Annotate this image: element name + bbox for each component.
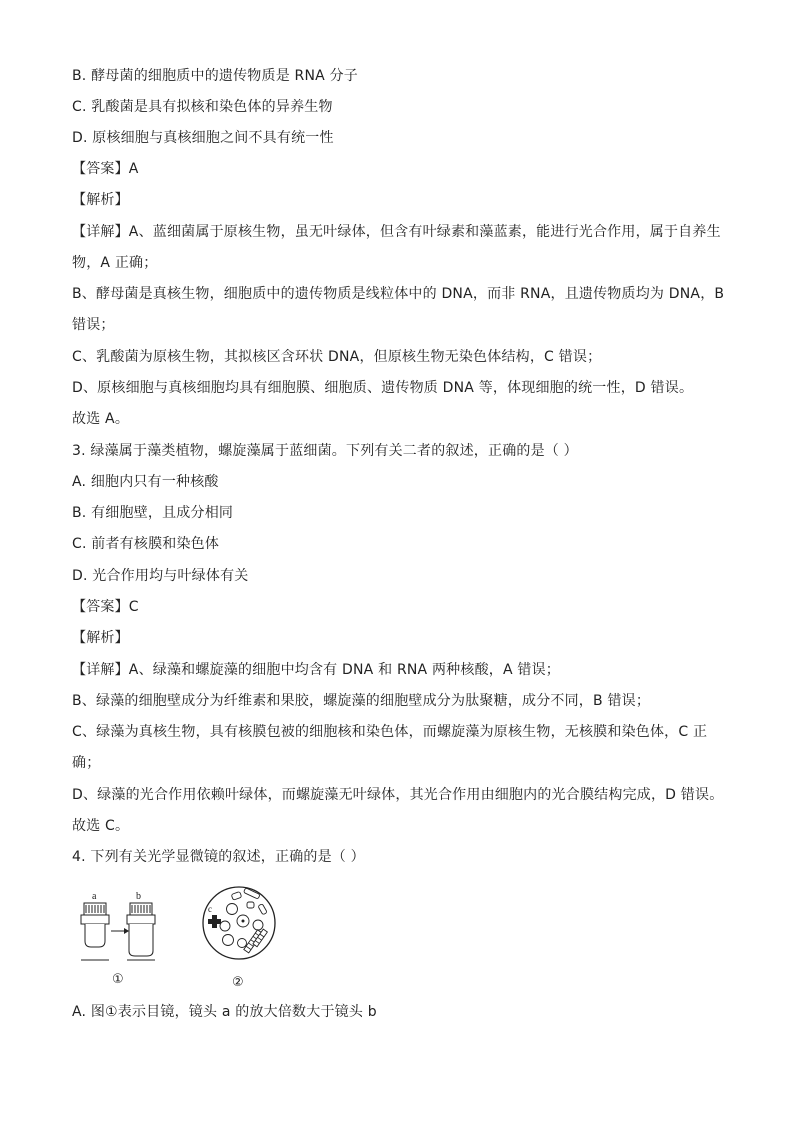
explanation-line: B、酵母菌是真核生物，细胞质中的遗传物质是线粒体中的 DNA，而非 RNA，且遗传物质均为 DNA，B (72, 286, 725, 302)
explanation-line: C、绿藻为真核生物，具有核膜包被的细胞核和染色体，而螺旋藻为原核生物，无核膜和染色体，C 正 (72, 724, 708, 740)
analysis-heading: 【解析】 (72, 192, 129, 208)
lens-b-icon (127, 903, 155, 960)
explanation-line: C、乳酸菌为原核生物，其拟核区含环状 DNA，但原核生物无染色体结构，C 错误； (72, 349, 602, 365)
conclusion-line: 故选 C。 (72, 818, 130, 834)
label-b: b (136, 891, 141, 902)
option-b-line: B. 酵母菌的细胞质中的遗传物质是 RNA 分子 (72, 68, 358, 84)
microscope-figure-svg (72, 855, 302, 995)
microscope-figure (72, 855, 302, 995)
explanation-line: 【详解】A、蓝细菌属于原核生物，虽无叶绿体，但含有叶绿素和藻蓝素，能进行光合作用，属于自养生 (72, 224, 721, 240)
option-d-line: D. 原核细胞与真核细胞之间不具有统一性 (72, 130, 334, 146)
explanation-line: 【详解】A、绿藻和螺旋藻的细胞中均含有 DNA 和 RNA 两种核酸，A 错误； (72, 662, 561, 678)
conclusion-line: 故选 A。 (72, 411, 130, 427)
question-4-option-a: A. 图①表示目镜，镜头 a 的放大倍数大于镜头 b (72, 1004, 377, 1020)
question-3-option-d: D. 光合作用均与叶绿体有关 (72, 568, 249, 584)
question-3-option-c: C. 前者有核膜和染色体 (72, 536, 220, 552)
answer-line: 【答案】A (72, 161, 139, 177)
explanation-line: 确； (72, 755, 101, 771)
field-of-view-icon (203, 887, 275, 959)
question-4-stem: 4. 下列有关光学显微镜的叙述，正确的是（ ） (72, 849, 365, 865)
option-c-line: C. 乳酸菌是具有拟核和染色体的异养生物 (72, 99, 333, 115)
caption-2: ② (232, 975, 244, 990)
label-c: c (208, 904, 212, 914)
answer-line: 【答案】C (72, 599, 139, 615)
question-3-stem: 3. 绿藻属于藻类植物，螺旋藻属于蓝细菌。下列有关二者的叙述，正确的是（ ） (72, 443, 578, 459)
label-a: a (92, 891, 97, 902)
explanation-line: D、绿藻的光合作用依赖叶绿体，而螺旋藻无叶绿体，其光合作用由细胞内的光合膜结构完成，D 错误。 (72, 787, 724, 803)
explanation-line: 物，A 正确； (72, 255, 158, 271)
analysis-heading: 【解析】 (72, 630, 129, 646)
lens-a-icon (81, 903, 109, 960)
caption-1: ① (112, 972, 124, 987)
explanation-line: D、原核细胞与真核细胞均具有细胞膜、细胞质、遗传物质 DNA 等，体现细胞的统一性，D 错误。 (72, 380, 694, 396)
arrow-icon (111, 928, 129, 934)
question-3-option-a: A. 细胞内只有一种核酸 (72, 474, 219, 490)
explanation-line: B、绿藻的细胞壁成分为纤维素和果胶，螺旋藻的细胞壁成分为肽聚糖，成分不同，B 错误； (72, 693, 651, 709)
explanation-line: 错误； (72, 317, 115, 333)
question-3-option-b: B. 有细胞壁，且成分相同 (72, 505, 234, 521)
